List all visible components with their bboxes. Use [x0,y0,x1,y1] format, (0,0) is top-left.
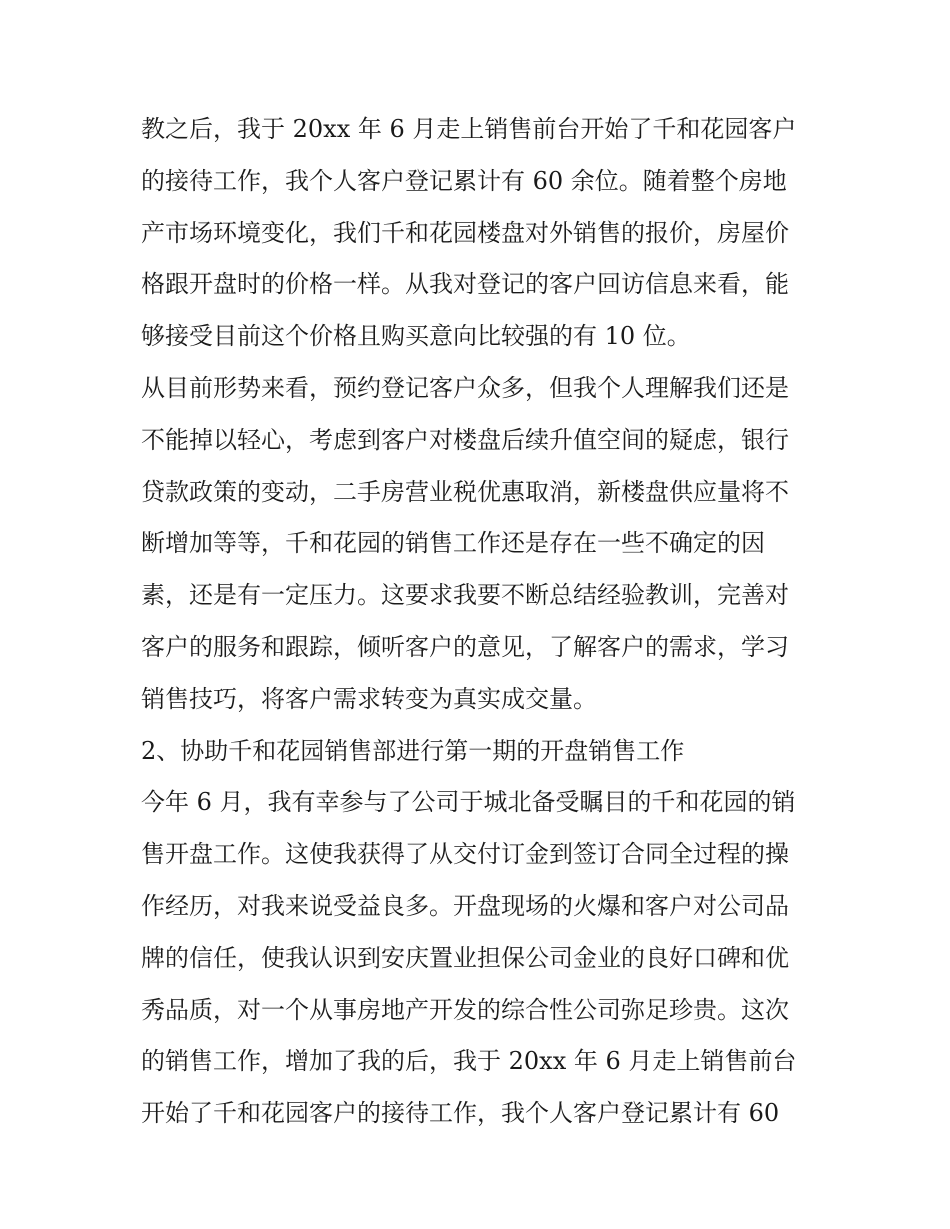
text-line: 从目前形势来看，预约登记客户众多，但我个人理解我们还是 [141,373,789,402]
text-line: 的接待工作，我个人客户登记累计有 60 余位。随着整个房地 [141,166,787,195]
text-line: 教之后，我于 20xx 年 6 月走上销售前台开始了千和花园客户 [141,115,797,143]
body-text [141,104,821,1140]
text-line: 开始了千和花园客户的接待工作，我个人客户登记累计有 60 [141,1099,780,1128]
text-line: 素，还是有一定压力。这要求我要不断总结经验教训，完善对 [141,581,789,610]
text-line: 作经历，对我来说受益良多。开盘现场的火爆和客户对公司品 [141,891,789,920]
text-line: 贷款政策的变动，二手房营业税优惠取消，新楼盘供应量将不 [141,477,789,506]
text-line: 产市场环境变化，我们千和花园楼盘对外销售的报价，房屋价 [141,218,789,247]
text-line: 的销售工作，增加了我的后，我于 20xx 年 6 月走上销售前台 [141,1047,797,1076]
text-line: 不能掉以轻心，考虑到客户对楼盘后续升值空间的疑虑，银行 [141,425,789,454]
text-line: 秀品质，对一个从事房地产开发的综合性公司弥足珍贵。这次 [141,995,789,1024]
section-heading: 2、协助千和花园销售部进行第一期的开盘销售工作 [141,736,685,765]
text-line: 售开盘工作。这使我获得了从交付订金到签订合同全过程的操 [141,840,789,869]
text-line: 牌的信任，使我认识到安庆置业担保公司金业的良好口碑和优 [141,943,789,972]
text-line: 断增加等等，千和花园的销售工作还是存在一些不确定的因 [141,529,765,558]
text-line: 客户的服务和跟踪，倾听客户的意见，了解客户的需求，学习 [141,632,789,661]
text-line: 格跟开盘时的价格一样。从我对登记的客户回访信息来看，能 [141,270,789,299]
text-line: 销售技巧，将客户需求转变为真实成交量。 [141,684,597,713]
text-line: 够接受目前这个价格且购买意向比较强的有 10 位。 [141,322,691,351]
text-line: 今年 6 月，我有幸参与了公司于城北备受瞩目的千和花园的销 [141,788,796,817]
